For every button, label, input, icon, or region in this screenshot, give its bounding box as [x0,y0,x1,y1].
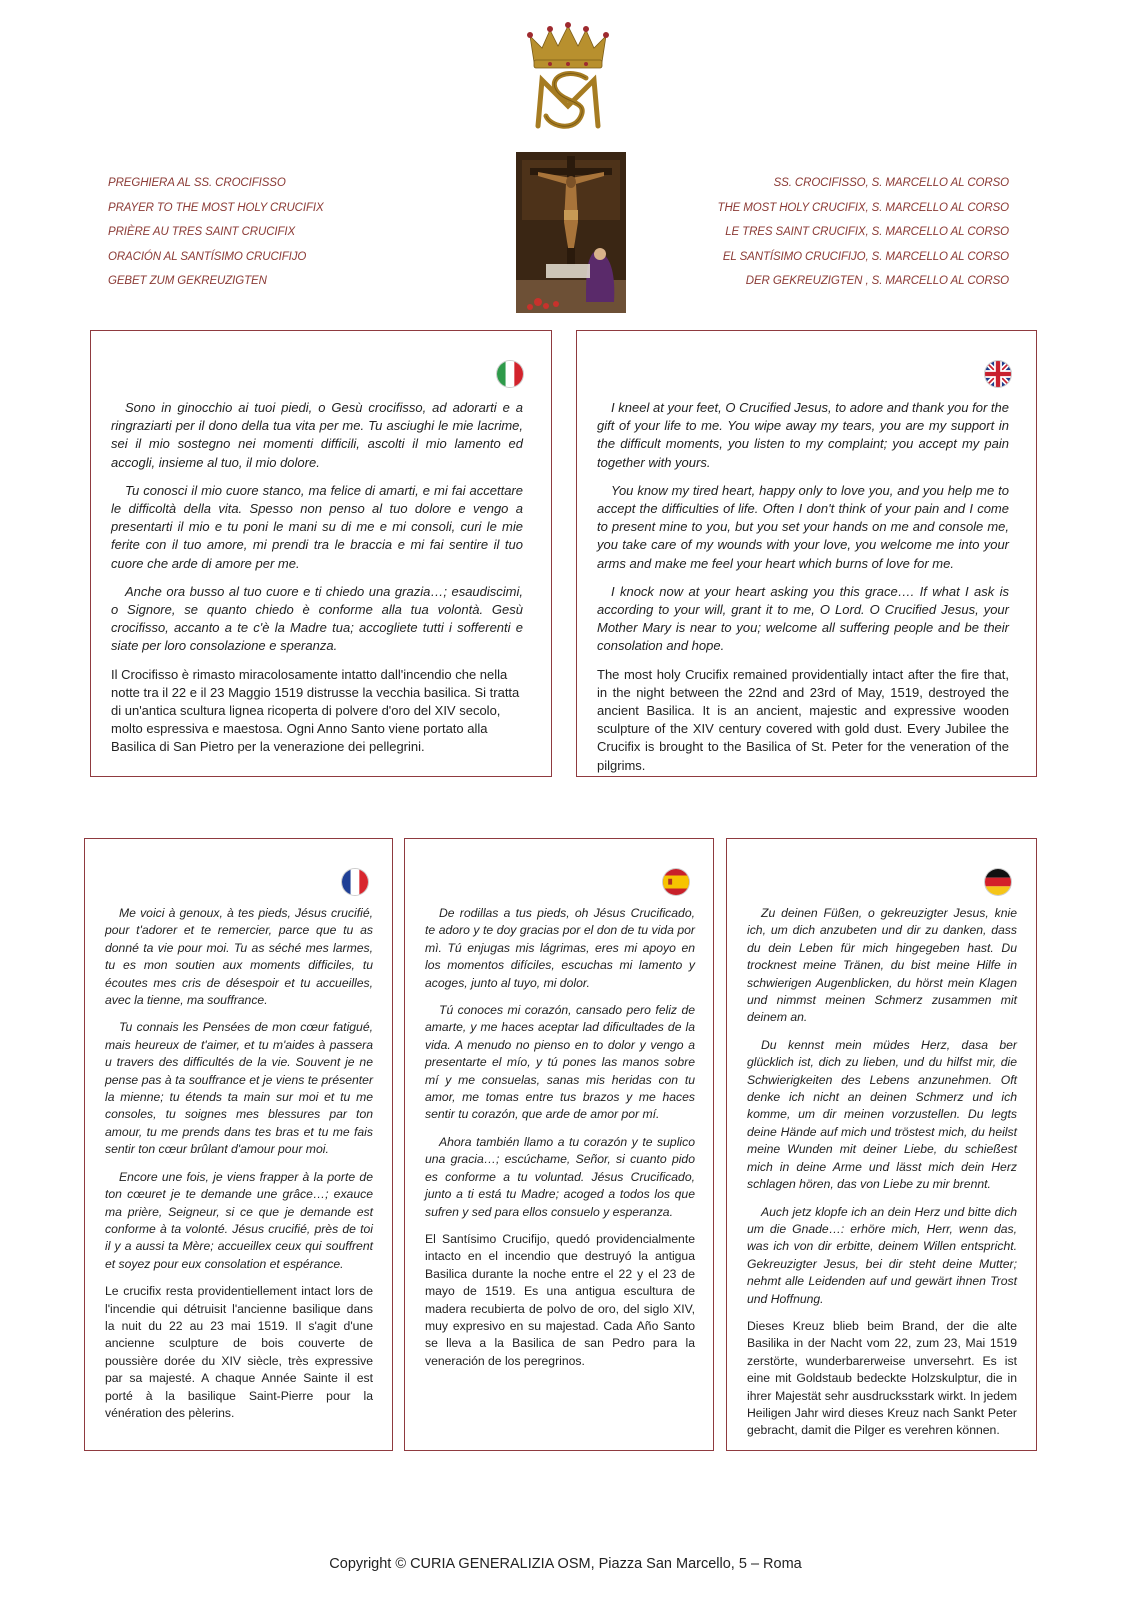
german-paragraph-2: Du kennst mein müdes Herz, dasa ber glücklich ist, dich zu lieben, und du hilfst mir, die Schwierigkeiten des Lebens anzunehmen. Oft denke ich nicht an deinen Schmerz und ich komme, um dir meinen vorzustellen. Du legts deine Hände auf mich und tröstest mich, du heilst meine Wunden mit deiner Liebe, du schießest mich in deine Arme und lässt mich dein Herz schlagen hören, das von Liebe zu mir brennt. [747,1037,1017,1192]
french-paragraph-2: Tu connais les Pensées de mon cœur fatigué, mais heureux de t'aimer, et tu m'aides à passera u travers des difficultés de la vie. Souvent je ne pense pas à ta souffrance et je viens te présenter la mienne; tu étends ta main sur moi et tu me consoles, tu soignes mes blessures par ton amour, tu me prends dans tes bras et tu me fais sentir ton cœur brûlant d'amour pour moi. [105,1020,373,1157]
english-paragraph-1: I kneel at your feet, O Crucified Jesus, to adore and thank you for the gift of your life to me. You wipe away my tears, you are my support in the difficult moments, you listen to my complaint; you accept my pain together with yours. [597,400,1009,470]
italian-prayer-box [90,330,552,777]
french-history-note: Le crucifix resta providentiellement intact lors de l'incendie qui détruisit l'ancienne basilique dans la nuit du 22 au 23 mai 1519. Il s'agit d'une ancienne sculpture de bois couverte de poussière dorée du XIV siècle, très expressive par sa majesté. A chaque Année Sainte il est porté à la basilique Saint-Pierre pour la vénération des pèlerins. [105,1284,373,1420]
german-paragraph-1: Zu deinen Füßen, o gekreuzigter Jesus, knie ich, um dich anzubeten und dir zu danken, dass du dein Leben für mich hingegeben hast. Du trocknest meine Tränen, du bist meine Hilfe in schwierigen Augenblicken, du hörst mein Klagen und nimmst meinen Schmerz zusammen mit deinem an. [747,906,1017,1025]
german-paragraph-3: Auch jetz klopfe ich an dein Herz und bitte dich um die Gnade…: erhöre mich, Herr, wenn das, was ich von dir erbitte, deinem Willen entspricht. Gekreuzigter Jesus, bei dir steht deine Mutter; nehmt alle Leidenden auf und gewärt ihnen Trost und Hoffnung. [747,1204,1017,1306]
german-history-note: Dieses Kreuz blieb beim Brand, der die alte Basilika in der Nacht vom 22, zum 23, Mai 1519 zerstörte, wunderbarerweise unversehrt. Es ist eine mit Goldstaub bedeckte Holzskulptur, die in ihrer Majestät sehr ausdrucksstark wirkt. In jedem Heiligen Jahr wird dieses Kreuz nach Sankt Peter gebracht, damit die Pilger es verehren können. [747,1318,1017,1438]
germany-flag-icon [985,869,1011,895]
french-paragraph-1: Me voici à genoux, à tes pieds, Jésus crucifié, pour t'adorer et te remercier, parce que tu as donné ta vie pour moi. Tu as séché mes larmes, tu es mon soutien aux moments difficiles, tu écoutes mes cris de désespoir et tu accueilles, avec la tienne, ma souffrance. [105,906,373,1008]
english-history-note: The most holy Crucifix remained providentially intact after the fire that, in the night between the 22nd and 23rd of May, 1519, destroyed the ancient Basilica. It is an ancient, majestic and expressive wooden sculpture of the XIV century covered with gold dust. Every Jubilee the Crucifix is brought to the Basilica of St. Peter for the veneration of the pilgrims. [597,666,1009,773]
prayer-titles-list [108,171,408,294]
title-italian: PREGHIERA AL SS. CROCIFISSO [108,177,286,189]
location-english: THE MOST HOLY CRUCIFIX, S. MARCELLO AL CORSO [717,201,1009,214]
spanish-prayer-text [425,905,695,1380]
france-flag-icon [342,869,368,895]
english-paragraph-2: You know my tired heart, happy only to love you, and you help me to accept the difficulties of life. Often I don't think of your pain and I come to present mine to you, but you set your hands on me and console me, you take care of my wounds with your love, you welcome me into your arms and make me feel your heart which burns of love for me. [597,482,1009,571]
spanish-paragraph-1: De rodillas a tus pieds, oh Jésus Crucificado, te adoro y te doy gracias por el don de tu vida por mì. Tú enjugas mis lágrimas, eres mi apoyo en los momentos difíciles, escuchas mi lamento y acoges, junto al tuyo, mi dolor. [425,906,695,990]
italian-paragraph-1: Sono in ginocchio ai tuoi piedi, o Gesù crocifisso, ad adorarti e a ringraziarti per il dono della tua vita per me. Tu asciughi le mie lacrime, sei il mio sostegno nei momenti difficili, ascolti il mio lamento ed accogli, insieme al tuo, il mio dolore. [111,400,523,470]
location-titles-list [679,171,1009,294]
location-spanish: EL SANTÍSIMO CRUCIFIJO, S. MARCELLO AL CORSO [722,250,1009,263]
title-german: GEBET ZUM GEKREUZIGTEN [108,275,267,287]
english-paragraph-3: I knock now at your heart asking you this grace…. If what I ask is according to your will, grant it to me, O Lord. O Crucified Jesus, your Mother Mary is near to you; welcome all suffering people and be their consolation and hope. [597,583,1009,654]
spanish-prayer-box [404,838,714,1451]
title-english: PRAYER TO THE MOST HOLY CRUCIFIX [108,201,324,214]
copyright-footer: Copyright © CURIA GENERALIZIA OSM, Piazza San Marcello, 5 – Roma [329,1556,802,1572]
spanish-paragraph-2: Tú conoces mi corazón, cansado pero feliz de amarte, y me haces aceptar lad dificultades de la vida. A menudo no pienso en to dolor y vengo a presentarte el mío, y tú pones las manos sobre mí y me consuelas, sanas mis heridas con tu amor, me tomas entre tus brazos y me haces sentir tu corazón, que arde de amor por mí. [425,1003,695,1122]
italian-paragraph-2: Tu conosci il mio cuore stanco, ma felice di amarti, e mi fai accettare le difficoltà della vita. Spesso non penso al tuo dolore e vengo a presentarti il mio e tu poni le mani su di me e mi consoli, curi le mie ferite con il tuo amore, mi prendi tra le braccia e mi fai sentire il tuo cuore che arde di amore per me. [111,482,523,571]
title-spanish: ORACIÓN AL SANTÍSIMO CRUCIFIJO [108,250,307,263]
french-prayer-text [105,905,373,1432]
spanish-history-note: El Santísimo Crucifijo, quedó providencialmente intacto en el incendio que destruyó la antigua Basilica durante la noche entre el 22 y el 23 de mayo de 1519. Es una antigua escultura de madera recubierta de polvo de oro, del siglo XIV, muy expresivo en su majestad. Cada Año Santo se lleva a la Basilica de san Pedro para la veneración de los peregrinos. [425,1231,695,1368]
german-prayer-box [726,838,1037,1451]
title-french: PRIÈRE AU TRES SAINT CRUCIFIX [108,226,296,238]
spanish-paragraph-3: Ahora también llamo a tu corazón y te suplico una gracia…; escúchame, Señor, si cuanto pido es conforme a tu voluntad. Jésus Crucificado, junto a ti está tu Madre; acoged a todos los que sufren y sed para ellos consuelo y esperanza. [425,1134,695,1219]
english-prayer-box [576,330,1037,777]
english-prayer-text [597,399,1009,785]
crucifix-photo [516,152,626,313]
french-paragraph-3: Encore une fois, je viens frapper à la porte de ton cœuret je te demande une grâce…; exauce ma prière, Seigneur, si ce que je demande est conforme à ta volonté. Jésus crucifié, près de toi il y a aussi ta Mère; accueillex ceux qui souffrent et soyez pour eux consolation et espérance. [105,1169,373,1271]
italian-paragraph-3: Anche ora busso al tuo cuore e ti chiedo una grazia…; esaudiscimi, o Signore, se quanto chiedo è conforme alla tua volontà. Gesù crocifisso, accanto a te c'è la Madre tua; accogliete tutti i sofferenti e siate per loro consolazione e speranza. [111,583,523,654]
uk-flag-icon [985,361,1011,387]
osm-crown-monogram-emblem [520,22,616,140]
location-french: LE TRES SAINT CRUCIFIX, S. MARCELLO AL CORSO [725,226,1009,238]
location-german: DER GEKREUZIGTEN , S. MARCELLO AL CORSO [745,275,1009,287]
german-prayer-text [747,905,1017,1450]
italian-prayer-text [111,399,523,767]
spain-flag-icon [663,869,689,895]
location-italian: SS. CROCIFISSO, S. MARCELLO AL CORSO [773,177,1009,189]
french-prayer-box [84,838,393,1451]
italian-history-note: Il Crocifisso è rimasto miracolosamente intatto dall'incendio che nella notte tra il 22 e il 23 Maggio 1519 distrusse la vecchia basilica. Si tratta di un'antica scultura lignea ricoperta di polvere d'oro del XIV secolo, molto espressiva e maestosa. Ogni Anno Santo viene portato alla Basilica di San Pietro per la venerazione dei pellegrini. [111,666,520,755]
italy-flag-icon [497,361,523,387]
